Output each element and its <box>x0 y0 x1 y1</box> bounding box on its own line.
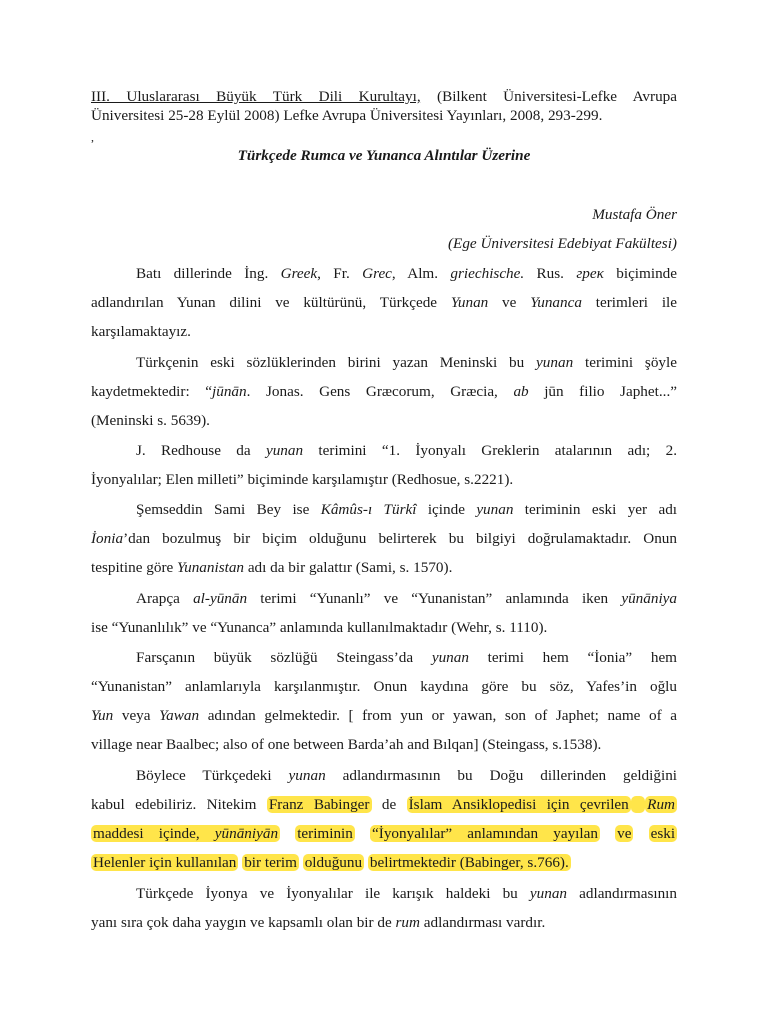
paragraph-7-line-1: Böylece Türkçedeki yunan adlandırmasının bu Doğu dillerinden geldiğini <box>136 767 678 784</box>
highlight-islam-ansiklopedisi: İslam Ansiklopedisi için çevrilen <box>408 796 629 813</box>
citation-line-1: III. Uluslararası Büyük Türk Dili Kurultayı, (Bilkent Üniversitesi-Lefke Avrupa <box>91 88 678 105</box>
highlight-oldugunu: olduğunu <box>304 854 363 871</box>
paragraph-3-line-1: J. Redhouse da yunan terimini “1. İyonyalı Greklerin atalarının adı; 2. <box>136 442 677 459</box>
paragraph-2-line-1: Türkçenin eski sözlüklerinden birini yazan Meninski bu yunan terimini şöyle <box>136 354 677 371</box>
paragraph-3-line-2: İyonyalılar; Elen milleti” biçiminde karşılamıştır (Redhosue, s.2221). <box>91 471 514 488</box>
paragraph-6-line-4: village near Baalbec; also of one between Barda’ah and Bılqan] (Steingass, s.1538). <box>91 736 602 753</box>
highlight-bir-terim: bir terim <box>244 854 297 871</box>
highlight-franz-babinger: Franz Babinger <box>268 796 370 813</box>
paragraph-5-line-2: ise “Yunanlılık” ve “Yunanca” anlamında kullanılmaktadır (Wehr, s. 1110). <box>91 619 548 636</box>
paragraph-4-line-2: İonia’dan bozulmuş bir biçim olduğunu belirterek bu bilgiyi doğrulamaktadır. Onun <box>91 530 677 547</box>
conference-name: III. Uluslararası Büyük Türk Dili Kurultayı, <box>91 88 421 105</box>
paragraph-5-line-1: Arapça al-yūnān terimi “Yunanlı” ve “Yunanistan” anlamında iken yūnāniya <box>136 590 678 607</box>
paragraph-7-line-3 <box>91 824 677 844</box>
highlight-iyonyalilar: “İyonyalılar” anlamından yayılan <box>372 825 598 842</box>
author-affiliation: (Ege Üniversitesi Edebiyat Fakültesi) <box>447 235 677 252</box>
paragraph-8-line-1: Türkçede İyonya ve İyonyalılar ile karışık haldeki bu yunan adlandırmasının <box>136 885 677 902</box>
paragraph-2-line-3: (Meninski s. 5639). <box>91 412 210 429</box>
paragraph-6-line-2: “Yunanistan” anlamlarıyla karşılanmıştır. Onun kaydına göre bu söz, Yafes’in oğlu <box>91 678 677 695</box>
highlight-eski: eski <box>650 825 676 842</box>
citation-mark: , <box>91 130 94 144</box>
author-name: Mustafa Öner <box>592 206 677 223</box>
highlight-maddesi: maddesi içinde, yūnāniyān <box>93 825 279 842</box>
highlight-ve: ve <box>617 825 632 842</box>
paragraph-7-line-2: kabul edebiliriz. Nitekim Franz Babinger de İslam Ansiklopedisi için çevrilen Rum <box>91 796 676 813</box>
highlight-teriminin: teriminin <box>297 825 353 842</box>
paragraph-6-line-3: Yun veya Yawan adından gelmektedir. [ from yun or yawan, son of Japhet; name of a <box>91 707 677 724</box>
paragraph-6-line-1: Farsçanın büyük sözlüğü Steingass’da yunan terimi hem “İonia” hem <box>136 649 677 666</box>
article-title: Türkçede Rumca ve Yunanca Alıntılar Üzerine <box>237 147 531 164</box>
paragraph-1-line-1: Batı dillerinde İng. Greek, Fr. Grec, Alm. griechische. Rus. греκ biçiminde <box>136 265 677 282</box>
citation-line-2: Üniversitesi 25-28 Eylül 2008) Lefke Avrupa Üniversitesi Yayınları, 2008, 293-299. <box>91 107 603 124</box>
paragraph-1-line-3: karşılamaktayız. <box>91 323 191 340</box>
paragraph-1-line-2: adlandırılan Yunan dilini ve kültürünü, Türkçede Yunan ve Yunanca terimleri ile <box>91 294 677 311</box>
paragraph-8-line-2: yanı sıra çok daha yaygın ve kapsamlı olan bir de rum adlandırması vardır. <box>91 914 546 931</box>
paragraph-2-line-2: kaydetmektedir: “jūnān. Jonas. Gens Græcorum, Græcia, ab jūn filio Japhet...” <box>91 383 677 400</box>
highlight-belirtmektedir: belirtmektedir (Babinger, s.766). <box>369 854 569 871</box>
paragraph-7-line-4 <box>91 853 677 873</box>
highlight-helenler: Helenler için kullanılan <box>93 854 237 871</box>
paragraph-4-line-1: Şemseddin Sami Bey ise Kâmûs-ı Türkî içinde yunan teriminin eski yer adı <box>136 501 678 518</box>
highlight-rum: Rum <box>647 796 676 813</box>
paragraph-4-line-3: tespitine göre Yunanistan adı da bir galattır (Sami, s. 1570). <box>91 559 453 576</box>
